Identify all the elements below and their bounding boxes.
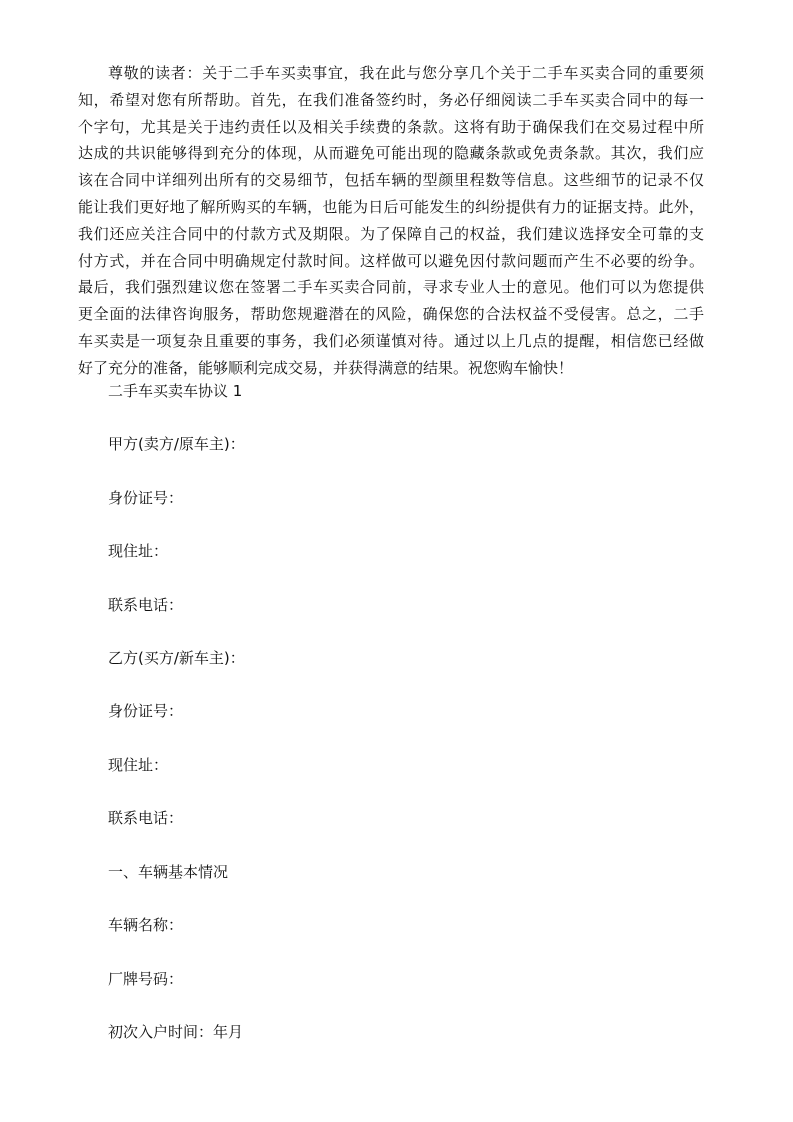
intro-line: 知，希望对您有所帮助。首先，在我们准备签约时，务必仔细阅读二手车买卖合同中的每一: [78, 90, 704, 109]
first-registration-label: 初次入户时间：年月: [108, 1023, 244, 1041]
agreement-title: 二手车买卖车协议 1: [108, 382, 243, 400]
intro-line: 个字句，尤其是关于违约责任以及相关手续费的条款。这将有助于确保我们在交易过程中所: [78, 117, 704, 136]
party-b-label: 乙方(买方/新车主)：: [108, 649, 245, 667]
party-a-address-label: 现住址：: [108, 542, 169, 560]
intro-line: 尊敬的读者：关于二手车买卖事宜，我在此与您分享几个关于二手车买卖合同的重要须: [108, 64, 704, 82]
intro-line: 车买卖是一项复杂且重要的事务，我们必须谨慎对待。通过以上几点的提醒，相信您已经做: [78, 331, 704, 350]
intro-line: 付方式，并在合同中明确规定付款时间。这样做可以避免因付款问题而产生不必要的纷争。: [78, 251, 704, 270]
intro-line: 达成的共识能够得到充分的体现，从而避免可能出现的隐藏条款或免责条款。其次，我们应: [78, 144, 704, 163]
party-a-id-label: 身份证号：: [108, 489, 184, 507]
vehicle-name-label: 车辆名称：: [108, 916, 184, 934]
intro-line: 好了充分的准备，能够顺利完成交易，并获得满意的结果。祝您购车愉快！: [78, 358, 574, 377]
party-b-id-label: 身份证号：: [108, 702, 184, 720]
party-b-address-label: 现住址：: [108, 756, 169, 774]
intro-line: 我们还应关注合同中的付款方式及期限。为了保障自己的权益，我们建议选择安全可靠的支: [78, 224, 704, 243]
party-a-label: 甲方(卖方/原车主)：: [108, 435, 245, 453]
party-b-phone-label: 联系电话：: [108, 809, 184, 827]
party-a-phone-label: 联系电话：: [108, 596, 184, 614]
intro-line: 最后，我们强烈建议您在签署二手车买卖合同前，寻求专业人士的意见。他们可以为您提供: [78, 278, 704, 297]
intro-line: 能让我们更好地了解所购买的车辆，也能为日后可能发生的纠纷提供有力的证据支持。此外，: [78, 197, 704, 216]
intro-line: 该在合同中详细列出所有的交易细节，包括车辆的型颜里程数等信息。这些细节的记录不仅: [78, 171, 704, 190]
brand-model-label: 厂牌号码：: [108, 970, 184, 988]
intro-paragraph: [78, 60, 704, 382]
section-heading: 一、车辆基本情况: [108, 863, 229, 881]
intro-line: 更全面的法律咨询服务，帮助您规避潜在的风险，确保您的合法权益不受侵害。总之，二手: [78, 305, 704, 324]
